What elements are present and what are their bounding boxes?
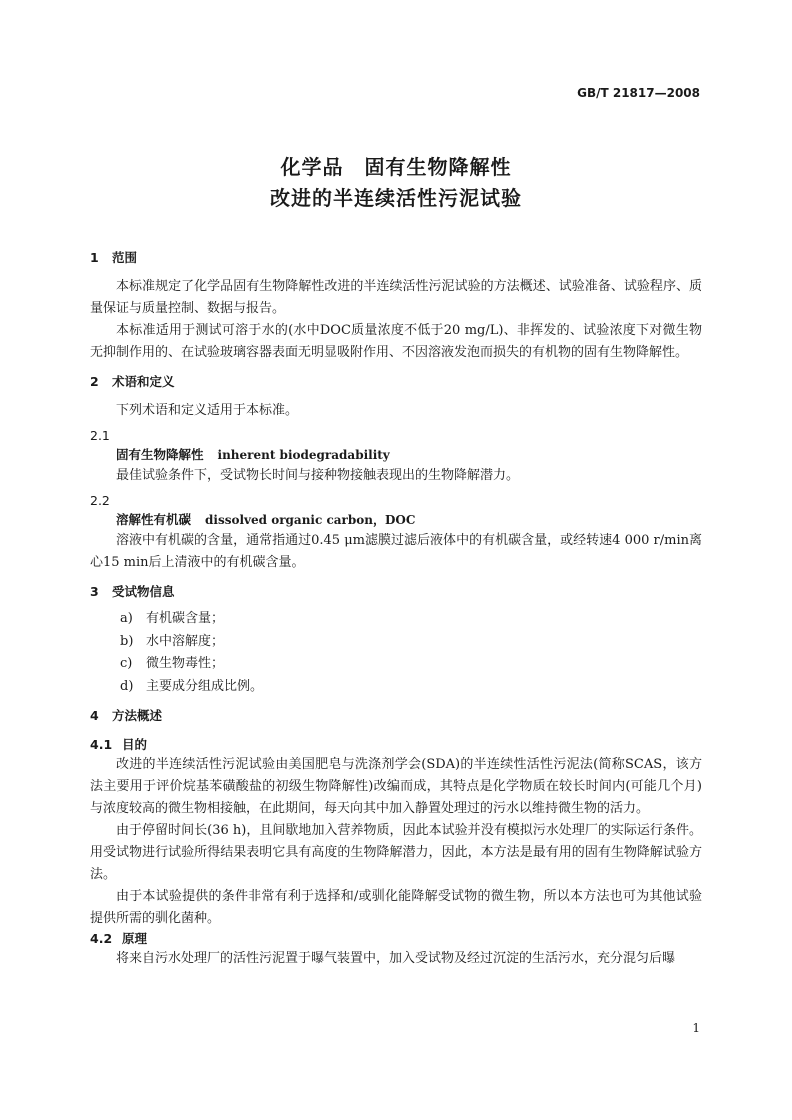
section-title: 受试物信息 <box>112 584 175 599</box>
list-text: 主要成分组成比例。 <box>146 678 264 694</box>
document-body <box>90 249 702 970</box>
term-number: 2.1 <box>90 428 110 443</box>
term-english: dissolved organic carbon，DOC <box>205 513 416 527</box>
subsection-number: 4.2 <box>90 931 113 946</box>
paragraph: 下列术语和定义适用于本标准。 <box>116 403 299 418</box>
section-heading-3 <box>90 583 702 601</box>
term-chinese: 溶解性有机碳 <box>116 512 192 527</box>
term-definition: 溶液中有机碳的含量，通常指通过0.45 μm滤膜过滤后液体中的有机碳含量，或经转速4 000 r/min离心15 min后上清液中的有机碳含量。 <box>90 533 702 570</box>
paragraph: 本标准适用于测试可溶于水的(水中DOC质量浓度不低于20 mg/L)、非挥发的、试验浓度下对微生物无抑制作用的、在试验玻璃容器表面无明显吸附作用、不因溶液发泡而损失的有机物的固有生物降解性。 <box>90 323 702 360</box>
term-entry <box>90 445 702 465</box>
info-list <box>90 608 702 698</box>
list-item <box>90 608 702 631</box>
list-item <box>90 676 702 699</box>
section-title: 方法概述 <box>112 708 163 723</box>
subsection-number: 4.1 <box>90 737 113 752</box>
term-entry <box>90 510 702 530</box>
paragraph: 由于本试验提供的条件非常有利于选择和/或驯化能降解受试物的微生物，所以本方法也可为其他试验提供所需的驯化菌种。 <box>90 889 702 926</box>
standard-code: GB/T 21817—2008 <box>577 86 700 100</box>
section-heading-4 <box>90 707 702 725</box>
list-item <box>90 631 702 654</box>
document-title-line1: 化学品 固有生物降解性 <box>280 155 512 179</box>
subsection-heading-4-1 <box>90 736 702 754</box>
page-number: 1 <box>692 1021 700 1035</box>
list-text: 微生物毒性； <box>146 656 225 671</box>
term-definition: 最佳试验条件下，受试物长时间与接种物接触表现出的生物降解潜力。 <box>116 468 520 483</box>
section-heading-1 <box>90 249 702 267</box>
list-label: b) <box>120 633 134 649</box>
list-item <box>90 653 702 676</box>
section-number: 4 <box>90 708 99 723</box>
section-heading-2 <box>90 373 702 391</box>
subsection-title: 目的 <box>122 737 148 752</box>
list-label: d) <box>120 678 134 694</box>
term-number: 2.2 <box>90 493 110 508</box>
term-chinese: 固有生物降解性 <box>116 447 204 462</box>
list-label: a) <box>120 611 133 626</box>
section-title: 术语和定义 <box>112 374 175 389</box>
section-number: 3 <box>90 584 99 599</box>
section-title: 范围 <box>112 250 138 265</box>
document-title-line2: 改进的半连续活性污泥试验 <box>270 186 522 210</box>
section-number: 1 <box>90 250 99 265</box>
subsection-heading-4-2 <box>90 930 702 948</box>
paragraph: 将来自污水处理厂的活性污泥置于曝气装置中，加入受试物及经过沉淀的生活污水，充分混匀后曝 <box>116 951 676 966</box>
term-english: inherent biodegradability <box>217 448 390 462</box>
section-number: 2 <box>90 374 99 389</box>
list-text: 水中溶解度； <box>146 633 225 649</box>
subsection-title: 原理 <box>122 931 148 946</box>
paragraph: 由于停留时间长(36 h)，且间歇地加入营养物质，因此本试验并没有模拟污水处理厂的实际运行条件。用受试物进行试验所得结果表明它具有高度的生物降解潜力，因此，本方法是最有用的固有生物降解试验方法。 <box>90 823 702 882</box>
paragraph: 本标准规定了化学品固有生物降解性改进的半连续活性污泥试验的方法概述、试验准备、试验程序、质量保证与质量控制、数据与报告。 <box>90 279 702 316</box>
list-text: 有机碳含量； <box>146 611 225 626</box>
paragraph: 改进的半连续活性污泥试验由美国肥皂与洗涤剂学会(SDA)的半连续性活性污泥法(简称SCAS，该方法主要用于评价烷基苯磺酸盐的初级生物降解性)改编而成，其特点是化学物质在较长时间内(可能几个月)与浓度较高的微生物相接触，在此期间，每天向其中加入静置处理过的污水以维持微生物的活力。 <box>90 757 702 816</box>
list-label: c) <box>120 656 133 671</box>
